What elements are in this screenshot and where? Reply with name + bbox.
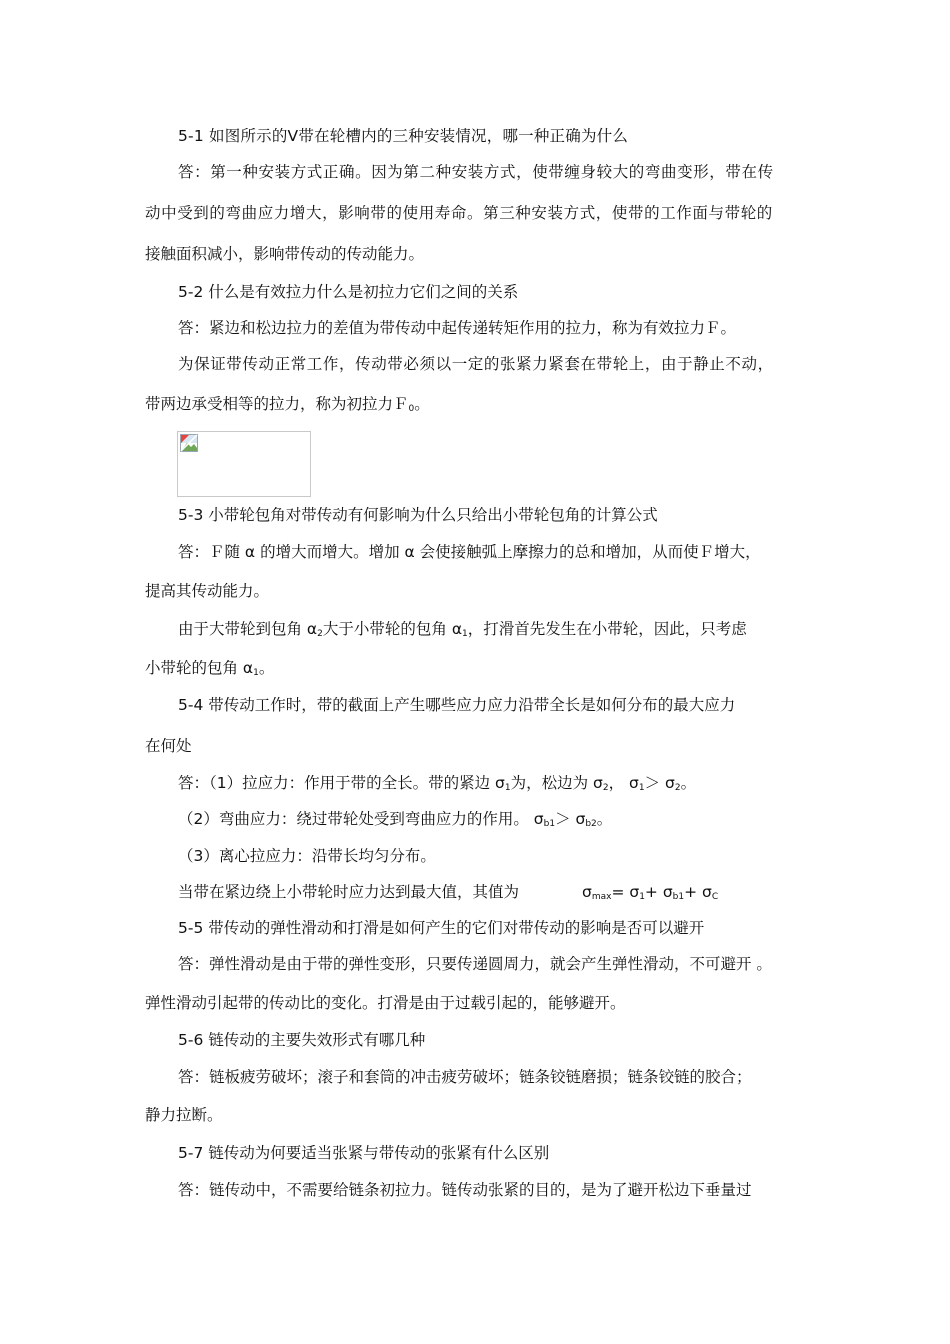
answer-5-1-line-3: 接触面积减小，影响带传动的传动能力。 [145,245,425,263]
answer-5-4-line-4: 当带在紧边绕上小带轮时应力达到最大值，其值为 [178,883,520,901]
question-5-4-line-1: 5-4 带传动工作时，带的截面上产生哪些应力应力沿带全长是如何分布的最大应力 [178,696,736,714]
answer-5-2-line-2: 为保证带传动正常工作，传动带必须以一定的张紧力紧套在带轮上，由于静止不动， [178,355,774,373]
answer-5-4-line-2: （2）弯曲应力：绕过带轮处受到弯曲应力的作用。 $\sigma_{b1}> \sigma_{b2}$。 [178,810,613,829]
answer-5-5-line-1: 答：弹性滑动是由于带的弹性变形，只要传递圆周力，就会产生弹性滑动，不可避开 。 [178,955,772,973]
answer-5-7-line-1: 答：链传动中，不需要给链条初拉力。链传动张紧的目的，是为了避开松边下垂量过 [178,1181,752,1199]
question-5-5: 5-5 带传动的弹性滑动和打滑是如何产生的它们对带传动的影响是否可以避开 [178,919,705,937]
answer-5-6-line-1: 答：链板疲劳破坏；滚子和套筒的冲击疲劳破坏；链条铰链磨损；链条铰链的胶合； [178,1068,752,1086]
answer-5-5-line-2: 弹性滑动引起带的传动比的变化。打滑是由于过载引起的，能够避开。 [145,994,626,1012]
answer-5-1-line-1: 答：第一种安装方式正确。因为第二种安装方式，使带缠身较大的弯曲变形，带在传 [178,163,774,181]
answer-5-3-line-2: 提高其传动能力。 [145,582,270,600]
broken-image-icon [180,434,198,452]
max-stress-formula: $\sigma_{max}= \sigma_1+ \sigma_{b1}+ \sigma_C$ [582,883,719,902]
answer-5-1-line-2: 动中受到的弯曲应力增大，影响带的使用寿命。第三种安装方式，使带的工作面与带轮的 [145,204,773,222]
question-5-4-line-2: 在何处 [145,737,192,755]
question-5-2: 5-2 什么是有效拉力什么是初拉力它们之间的关系 [178,283,519,301]
answer-5-2-line-1: 答：紧边和松边拉力的差值为带传动中起传递转矩作用的拉力，称为有效拉力Ｆ。 [178,319,737,337]
question-5-3: 5-3 小带轮包角对带传动有何影响为什么只给出小带轮包角的计算公式 [178,506,658,524]
missing-figure [177,431,311,497]
answer-5-3-line-3: 由于大带轮到包角 $\alpha_2$大于小带轮的包角 $\alpha_1$，打滑首先发生在小带轮，因此，只考虑 [178,620,747,639]
answer-5-4-line-3: （3）离心拉应力：沿带长均匀分布。 [178,847,436,865]
question-5-6: 5-6 链传动的主要失效形式有哪几种 [178,1031,426,1049]
answer-5-2-line-3: 带两边承受相等的拉力，称为初拉力Ｆ$_0$。 [145,395,430,414]
answer-5-4-line-1: 答：（1）拉应力：作用于带的全长。带的紧边 $\sigma_1$为，松边为 $\sigma_2$， $\sigma_1> \sigma_2$。 [178,774,697,793]
answer-5-3-line-4: 小带轮的包角 $\alpha_1$。 [145,659,275,678]
answer-5-3-line-1: 答：Ｆ随 α 的增大而增大。增加 α 会使接触弧上摩擦力的总和增加，从而使Ｆ增大， [178,543,761,561]
question-5-7: 5-7 链传动为何要适当张紧与带传动的张紧有什么区别 [178,1144,550,1162]
answer-5-6-line-2: 静力拉断。 [145,1106,223,1124]
question-5-1: 5-1 如图所示的Ⅴ带在轮槽内的三种安装情况，哪一种正确为什么 [178,127,629,145]
